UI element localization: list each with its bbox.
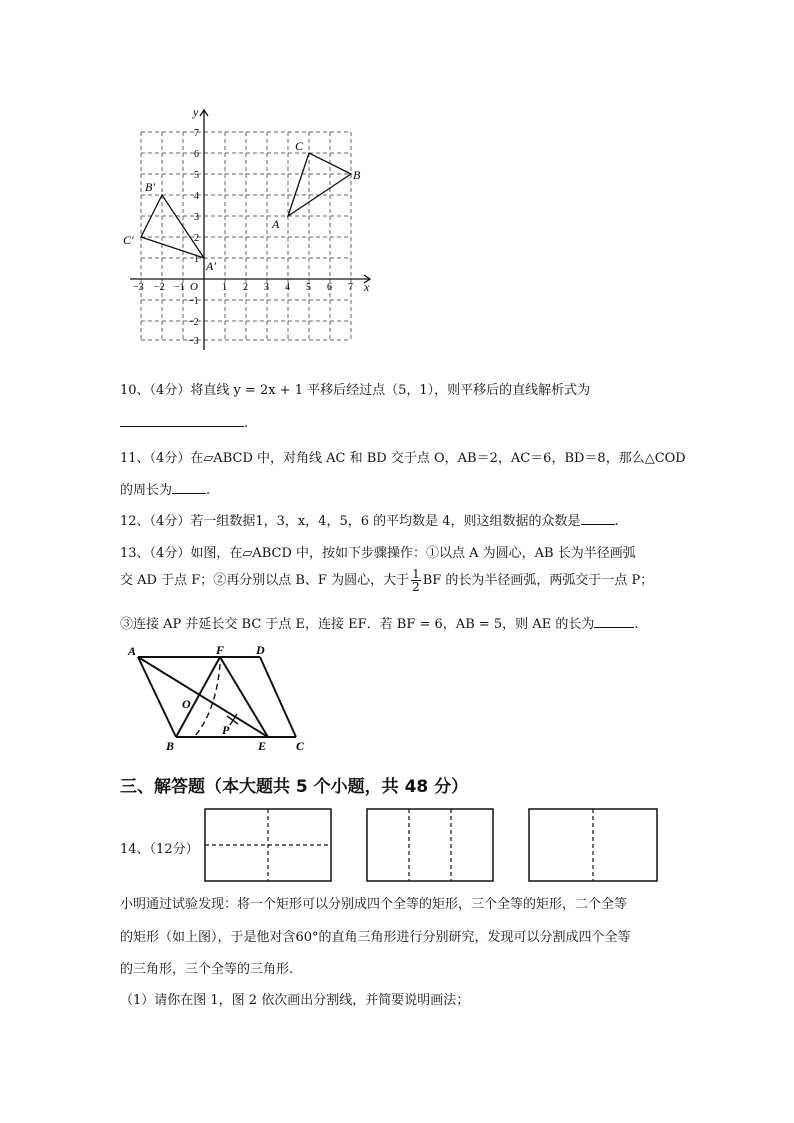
label-a: A xyxy=(128,644,137,658)
answer-blank-12[interactable] xyxy=(581,512,615,525)
period: . xyxy=(206,483,211,498)
question-10-answer xyxy=(120,414,248,431)
triangle-abc xyxy=(288,153,351,216)
label-p: P xyxy=(222,723,230,737)
question-11-text-2: 的周长为 xyxy=(120,483,173,498)
y-tick: 1 xyxy=(194,254,199,265)
label-b: B xyxy=(166,739,175,753)
point-a1-label: A′ xyxy=(206,259,216,273)
y-tick: −2 xyxy=(188,317,199,328)
y-tick: −3 xyxy=(188,336,199,347)
coordinate-graph xyxy=(120,100,380,360)
x-tick: 3 xyxy=(264,282,269,293)
x-tick: 6 xyxy=(327,282,332,293)
answer-blank-13[interactable] xyxy=(594,615,634,628)
x-tick: 5 xyxy=(306,282,311,293)
rectangle-four-parts xyxy=(204,808,332,884)
period: . xyxy=(614,514,619,529)
origin-label: O xyxy=(190,281,198,293)
label-f: F xyxy=(216,643,225,657)
y-tick: 3 xyxy=(194,212,199,223)
question-10 xyxy=(120,379,590,398)
label-o: O xyxy=(182,697,191,711)
y-tick: 7 xyxy=(194,128,199,139)
question-11-line-2 xyxy=(120,479,210,498)
x-tick: 2 xyxy=(243,282,248,293)
fraction-numerator: 1 xyxy=(412,567,420,581)
label-d: D xyxy=(256,643,265,657)
question-14-part-1: （1）请你在图 1，图 2 依次画出分割线，并简要说明画法； xyxy=(120,993,470,1008)
question-14-para-3: 的三角形，三个全等的三角形. xyxy=(120,962,294,977)
y-axis-label: y xyxy=(193,105,199,119)
question-13-text-2a: 交 AD 于点 F；②再分别以点 B、F 为圆心，大于 xyxy=(120,573,410,588)
question-11-line-1 xyxy=(120,447,686,466)
question-13-text-2b: BF 的长为半径画弧，两弧交于一点 P； xyxy=(422,573,654,588)
x-tick: −3 xyxy=(133,282,144,293)
period: . xyxy=(634,617,639,632)
question-12-text: 12、（4分）若一组数据1，3，x，4，5，6 的平均数是 4，则这组数据的众数是 xyxy=(120,514,581,529)
question-13-line-1 xyxy=(120,542,636,561)
x-tick: 4 xyxy=(285,282,290,293)
question-12 xyxy=(120,510,619,529)
point-b1-label: B′ xyxy=(145,180,155,194)
x-tick: 7 xyxy=(348,282,353,293)
answer-blank-10[interactable] xyxy=(120,414,244,427)
point-a-label: A xyxy=(272,217,280,231)
fraction-denominator: 2 xyxy=(412,580,420,594)
fraction-one-half xyxy=(411,568,421,593)
question-13-text-3: ③连接 AP 并延长交 BC 于点 E，连接 EF．若 BF = 6，AB = 5，则 AE 的长为 xyxy=(120,617,595,632)
question-13-text: 13、（4分）如图，在▱ABCD 中，按如下步骤操作：①以点 A 为圆心，AB 长为半径画弧 xyxy=(120,546,636,561)
triangle-a1b1c1 xyxy=(141,195,204,258)
point-c-label: C xyxy=(295,139,304,153)
question-14-para-2: 的矩形（如上图），于是他对含60°的直角三角形进行分别研究，发现可以分割成四个全等 xyxy=(120,930,631,945)
x-tick-labels xyxy=(133,282,353,293)
y-tick: 4 xyxy=(194,191,199,202)
question-13-line-2 xyxy=(120,568,653,593)
question-14-para-1: 小明通过试验发现：将一个矩形可以分别成四个全等的矩形，三个全等的矩形，二个全等 xyxy=(120,897,628,912)
label-e: E xyxy=(258,739,267,753)
x-tick: −2 xyxy=(154,282,165,293)
answer-blank-11[interactable] xyxy=(172,481,206,494)
y-tick: 5 xyxy=(194,170,199,181)
label-c: C xyxy=(296,739,305,753)
parallelogram-figure xyxy=(120,642,320,757)
question-14-label: 14、（12分） xyxy=(120,842,199,857)
x-tick: −1 xyxy=(174,282,185,293)
y-tick: −1 xyxy=(188,296,199,307)
point-b-label: B xyxy=(353,168,361,182)
question-13-line-3 xyxy=(120,613,638,632)
y-tick: 6 xyxy=(194,149,199,160)
question-11-text: 11、（4分）在▱ABCD 中，对角线 AC 和 BD 交于点 O，AB＝2，AC＝6，BD＝8，那么△COD xyxy=(120,451,686,466)
point-c1-label: C′ xyxy=(123,233,134,247)
x-tick: 1 xyxy=(222,282,227,293)
period: . xyxy=(244,416,249,431)
y-tick: 2 xyxy=(194,233,199,244)
rectangle-two-parts xyxy=(528,808,658,884)
question-10-text: 10、（4分）将直线 y = 2x + 1 平移后经过点（5，1），则平移后的直线解析式为 xyxy=(120,383,591,398)
section-3-heading: 三、解答题（本大题共 5 个小题，共 48 分） xyxy=(120,777,469,797)
rectangle-three-parts xyxy=(366,808,494,884)
axes xyxy=(130,110,370,350)
x-axis-label: x xyxy=(364,280,370,294)
grid xyxy=(141,132,351,340)
